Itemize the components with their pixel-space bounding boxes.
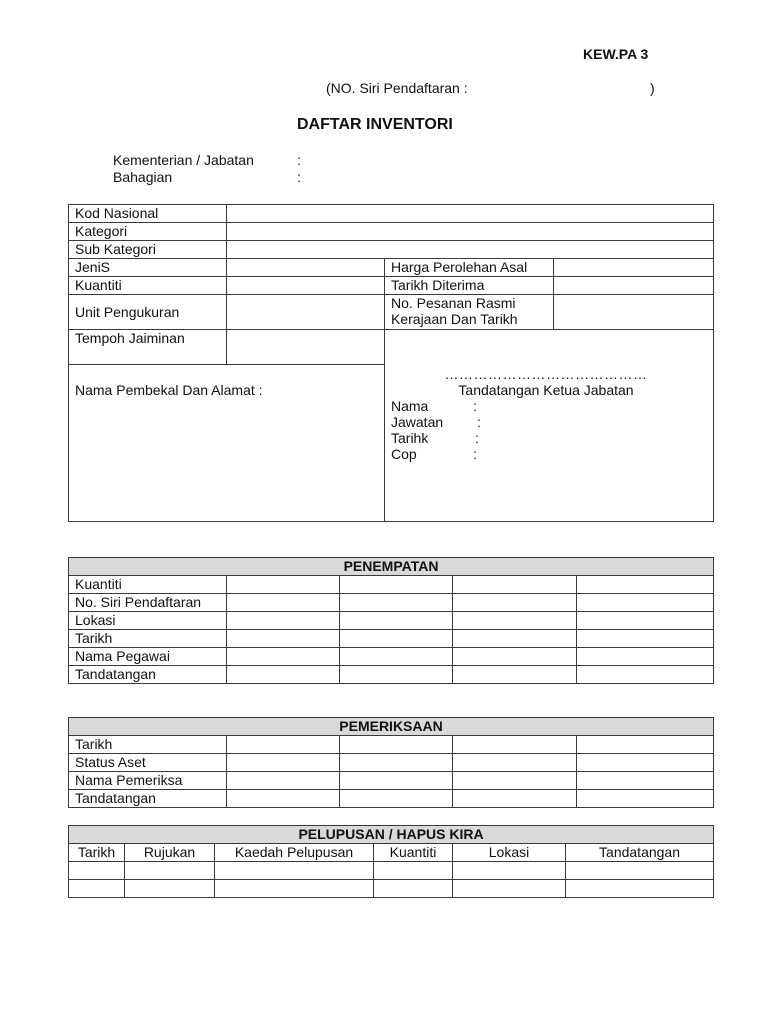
tarikh-diterima-value[interactable]: [554, 277, 714, 295]
pelupusan-cell[interactable]: [566, 862, 714, 880]
signature-nama-row: [391, 398, 701, 414]
penempatan-cell[interactable]: [453, 630, 577, 648]
pelupusan-col-lokasi: Lokasi: [453, 844, 566, 862]
penempatan-cell[interactable]: [227, 630, 340, 648]
section-colon: :: [297, 169, 301, 185]
pelupusan-cell[interactable]: [215, 880, 374, 898]
pemeriksaan-cell[interactable]: [340, 754, 453, 772]
pelupusan-cell[interactable]: [453, 862, 566, 880]
signature-line: ……………………………………: [444, 366, 648, 382]
inventory-table: [68, 204, 714, 522]
kategori-value[interactable]: [227, 223, 714, 241]
penempatan-row-label: Lokasi: [69, 612, 227, 630]
kuantiti-label: Kuantiti: [69, 277, 227, 295]
jenis-value[interactable]: [227, 259, 385, 277]
penempatan-row-label: Kuantiti: [69, 576, 227, 594]
penempatan-cell[interactable]: [577, 594, 714, 612]
unit-pengukuran-label: Unit Pengukuran: [69, 295, 227, 330]
signature-tarikh-row: [391, 430, 701, 446]
harga-value[interactable]: [554, 259, 714, 277]
no-pesanan-value[interactable]: [554, 295, 714, 330]
penempatan-row-label: Tandatangan: [69, 666, 227, 684]
serial-number-label: (NO. Siri Pendaftaran :: [326, 80, 468, 96]
pelupusan-cell[interactable]: [125, 880, 215, 898]
pemeriksaan-cell[interactable]: [227, 790, 340, 808]
pelupusan-col-rujukan: Rujukan: [125, 844, 215, 862]
penempatan-cell[interactable]: [577, 630, 714, 648]
pelupusan-col-tarikh: Tarikh: [69, 844, 125, 862]
pemeriksaan-cell[interactable]: [340, 772, 453, 790]
pemeriksaan-cell[interactable]: [453, 772, 577, 790]
pelupusan-cell[interactable]: [374, 862, 453, 880]
pelupusan-col-kuantiti: Kuantiti: [374, 844, 453, 862]
signature-nama-label: Nama: [391, 398, 429, 414]
pelupusan-table: [68, 825, 714, 898]
pemeriksaan-cell[interactable]: [453, 754, 577, 772]
signature-jawatan-label: Jawatan: [391, 414, 444, 430]
unit-pengukuran-value[interactable]: [227, 295, 385, 330]
penempatan-cell[interactable]: [453, 594, 577, 612]
signature-jawatan-row: [391, 414, 701, 430]
penempatan-cell[interactable]: [340, 612, 453, 630]
pemeriksaan-row-label: Status Aset: [69, 754, 227, 772]
pelupusan-cell[interactable]: [125, 862, 215, 880]
jenis-label: JeniS: [69, 259, 227, 277]
pelupusan-cell[interactable]: [453, 880, 566, 898]
penempatan-cell[interactable]: [577, 612, 714, 630]
pemeriksaan-cell[interactable]: [227, 772, 340, 790]
pemeriksaan-cell[interactable]: [227, 736, 340, 754]
signature-cop-label: Cop: [391, 446, 417, 462]
pemeriksaan-cell[interactable]: [227, 754, 340, 772]
pelupusan-cell[interactable]: [566, 880, 714, 898]
kategori-label: Kategori: [69, 223, 227, 241]
signature-jawatan-colon: :: [477, 414, 481, 430]
pelupusan-col-tandatangan: Tandatangan: [566, 844, 714, 862]
pemeriksaan-cell[interactable]: [577, 772, 714, 790]
sub-kategori-value[interactable]: [227, 241, 714, 259]
kod-nasional-label: Kod Nasional: [69, 205, 227, 223]
sub-kategori-label: Sub Kategori: [69, 241, 227, 259]
pemeriksaan-row-label: Nama Pemeriksa: [69, 772, 227, 790]
penempatan-title: PENEMPATAN: [69, 558, 714, 576]
penempatan-cell[interactable]: [227, 576, 340, 594]
pemeriksaan-title: PEMERIKSAAN: [69, 718, 714, 736]
penempatan-row-label: Nama Pegawai: [69, 648, 227, 666]
penempatan-row-label: Tarikh: [69, 630, 227, 648]
pemeriksaan-table: [68, 717, 714, 808]
penempatan-cell[interactable]: [453, 612, 577, 630]
pelupusan-cell[interactable]: [215, 862, 374, 880]
penempatan-cell[interactable]: [340, 648, 453, 666]
penempatan-cell[interactable]: [453, 666, 577, 684]
penempatan-row-label: No. Siri Pendaftaran: [69, 594, 227, 612]
penempatan-cell[interactable]: [340, 594, 453, 612]
penempatan-cell[interactable]: [577, 666, 714, 684]
no-pesanan-line1: No. Pesanan Rasmi: [391, 295, 516, 311]
penempatan-cell[interactable]: [227, 648, 340, 666]
no-pesanan-label: [385, 295, 554, 330]
tarikh-diterima-label: Tarikh Diterima: [385, 277, 554, 295]
pemeriksaan-cell[interactable]: [340, 736, 453, 754]
pemeriksaan-row-label: Tandatangan: [69, 790, 227, 808]
penempatan-cell[interactable]: [340, 576, 453, 594]
pelupusan-cell[interactable]: [69, 862, 125, 880]
signature-tarikh-colon: :: [475, 430, 479, 446]
penempatan-cell[interactable]: [577, 648, 714, 666]
tempoh-jaminan-value[interactable]: [227, 330, 385, 365]
tempoh-jaminan-label: Tempoh Jaiminan: [69, 330, 227, 365]
signature-block: [391, 366, 701, 462]
form-code: KEW.PA 3: [583, 46, 649, 62]
pemeriksaan-row-label: Tarikh: [69, 736, 227, 754]
penempatan-cell[interactable]: [453, 648, 577, 666]
ministry-colon: :: [297, 152, 301, 168]
pelupusan-title: PELUPUSAN / HAPUS KIRA: [69, 826, 714, 844]
harga-label: Harga Perolehan Asal: [385, 259, 554, 277]
penempatan-cell[interactable]: [453, 576, 577, 594]
kod-nasional-value[interactable]: [227, 205, 714, 223]
ministry-label: Kementerian / Jabatan: [113, 152, 254, 168]
page-title: DAFTAR INVENTORI: [297, 116, 453, 133]
penempatan-cell[interactable]: [340, 630, 453, 648]
kuantiti-value[interactable]: [227, 277, 385, 295]
penempatan-cell[interactable]: [577, 576, 714, 594]
pelupusan-col-kaedah: Kaedah Pelupusan: [215, 844, 374, 862]
pemeriksaan-cell[interactable]: [577, 754, 714, 772]
signature-cop-colon: :: [473, 446, 477, 462]
signature-cell: [385, 330, 714, 522]
pelupusan-cell[interactable]: [374, 880, 453, 898]
penempatan-cell[interactable]: [227, 594, 340, 612]
pemeriksaan-cell[interactable]: [453, 790, 577, 808]
pemeriksaan-cell[interactable]: [577, 790, 714, 808]
signature-nama-colon: :: [473, 398, 477, 414]
pemeriksaan-cell[interactable]: [340, 790, 453, 808]
signature-tarikh-label: Tarihk: [391, 430, 429, 446]
pemeriksaan-cell[interactable]: [577, 736, 714, 754]
no-pesanan-line2: Kerajaan Dan Tarikh: [391, 311, 518, 327]
penempatan-cell[interactable]: [340, 666, 453, 684]
penempatan-cell[interactable]: [227, 666, 340, 684]
signature-title: Tandatangan Ketua Jabatan: [458, 382, 634, 398]
nama-pembekal-label: Nama Pembekal Dan Alamat :: [69, 365, 385, 522]
penempatan-table: [68, 557, 714, 684]
signature-cop-row: [391, 446, 701, 462]
section-label: Bahagian: [113, 169, 173, 185]
pelupusan-cell[interactable]: [69, 880, 125, 898]
pemeriksaan-cell[interactable]: [453, 736, 577, 754]
serial-number-close: ): [650, 80, 655, 96]
penempatan-cell[interactable]: [227, 612, 340, 630]
